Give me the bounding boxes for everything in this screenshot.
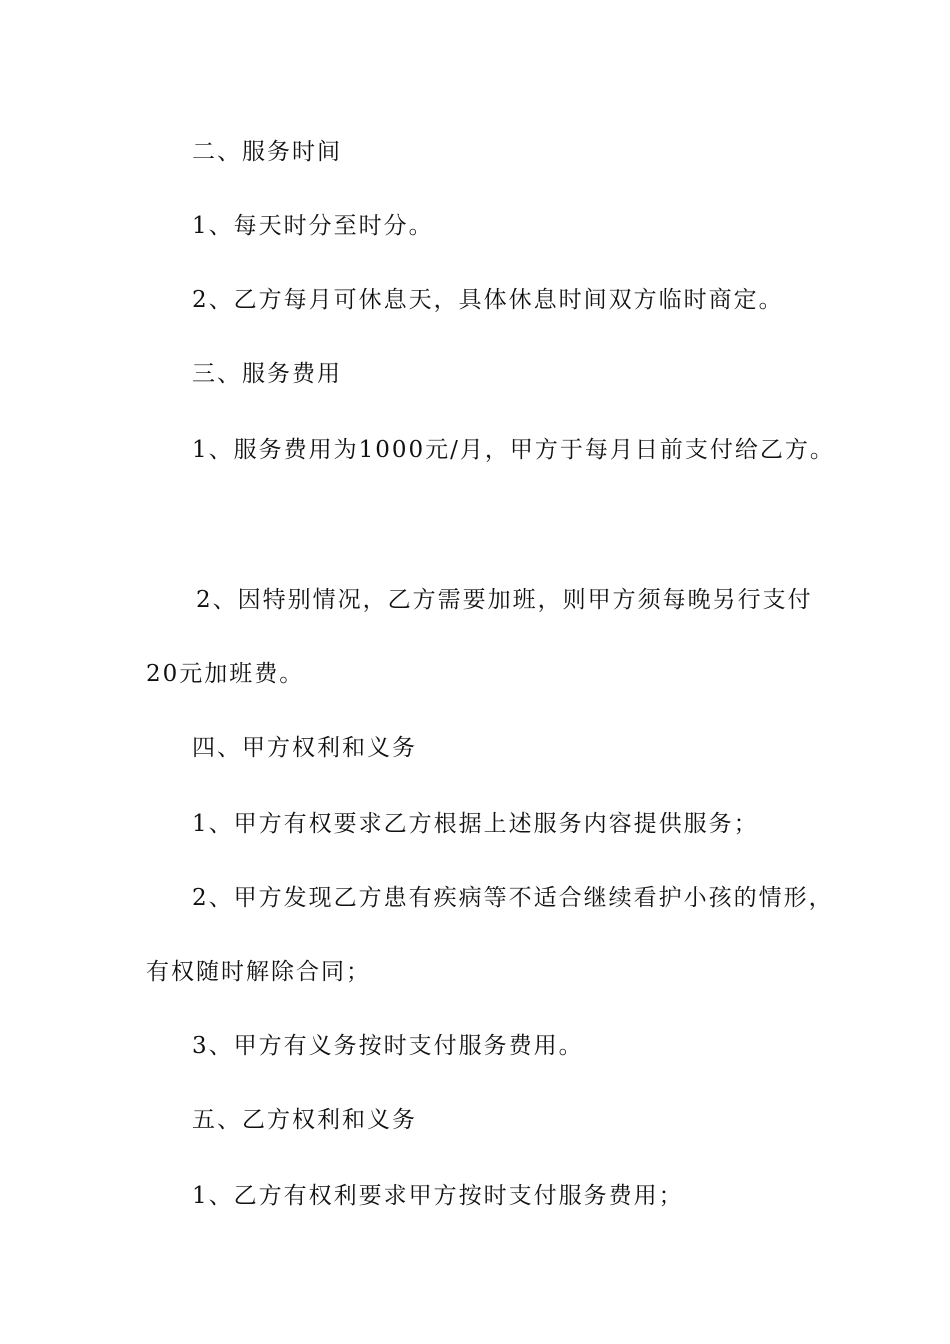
section-heading-party-a: 四、甲方权利和义务 (192, 735, 417, 761)
section-heading-service-time: 二、服务时间 (192, 139, 342, 165)
section-heading-service-fee: 三、服务费用 (192, 361, 342, 387)
paragraph: 1、乙方有权利要求甲方按时支付服务费用； (192, 1183, 684, 1209)
section-heading-party-b: 五、乙方权利和义务 (192, 1107, 417, 1133)
paragraph: 1、服务费用为1000元/月，甲方于每月日前支付给乙方。 (192, 437, 835, 463)
paragraph: 1、甲方有权要求乙方根据上述服务内容提供服务； (192, 811, 759, 837)
paragraph: 1、每天时分至时分。 (192, 213, 434, 239)
paragraph: 2、乙方每月可休息天，具体休息时间双方临时商定。 (192, 287, 784, 313)
paragraph: 2、因特别情况，乙方需要加班，则甲方须每晚另行支付 (196, 587, 813, 613)
paragraph: 2、甲方发现乙方患有疾病等不适合继续看护小孩的情形， (192, 885, 834, 911)
paragraph-continuation: 20元加班费。 (146, 661, 305, 687)
paragraph-continuation: 有权随时解除合同； (146, 959, 371, 985)
paragraph: 3、甲方有义务按时支付服务费用。 (192, 1033, 584, 1059)
